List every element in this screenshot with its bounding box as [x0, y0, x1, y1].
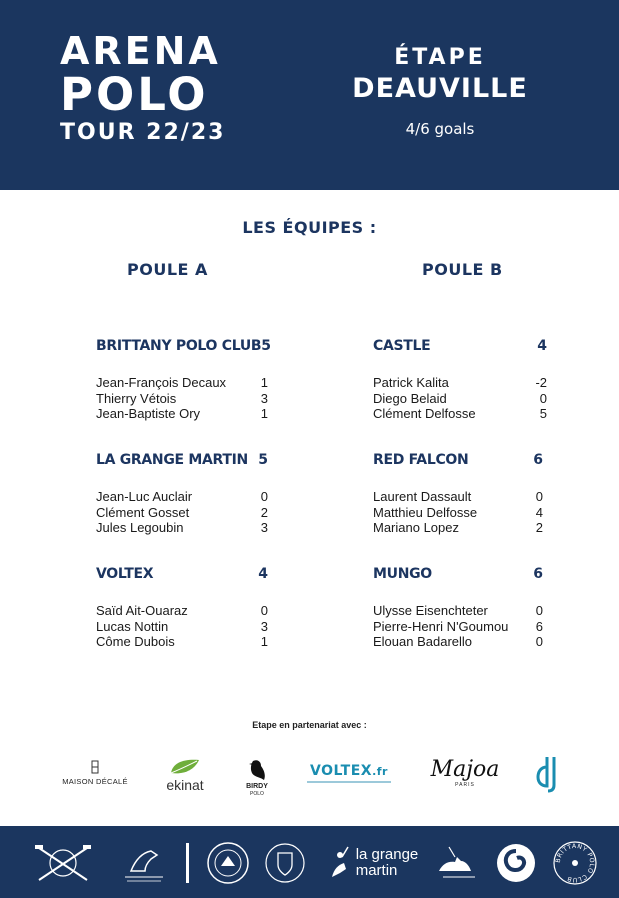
la-grange-martin-logo: [320, 840, 424, 886]
maison-decale-icon: [90, 760, 100, 774]
team-card: [373, 451, 543, 536]
player-name: Jean-Luc Auclair: [96, 489, 193, 504]
team-name: LA GRANGE MARTIN: [96, 452, 248, 468]
maison-decale-logo: [60, 750, 130, 796]
team-total: 6: [533, 566, 543, 582]
birdy-polo-logo: [236, 754, 278, 800]
voltex-suffix: .fr: [372, 765, 388, 778]
polo-horses-icon: [435, 843, 481, 883]
club-badge-logo: [204, 840, 252, 886]
dj-logo: [532, 750, 564, 796]
club-crest-logo: [32, 840, 94, 886]
brand-line1: ARENA: [60, 29, 221, 73]
player-name: Clément Delfosse: [373, 406, 476, 421]
team-name: BRITTANY POLO CLUB: [96, 338, 262, 354]
player-name: Saïd Ait-Ouaraz: [96, 603, 188, 618]
team-total: 5: [258, 452, 268, 468]
player-name: Diego Belaid: [373, 390, 447, 406]
player-name: Jules Legoubin: [96, 520, 184, 535]
player-name: Thierry Vétois: [96, 390, 177, 406]
round-seal-icon: [552, 840, 598, 886]
player-handicap: 2: [260, 504, 268, 520]
birdy-sub-text: POLO: [250, 791, 264, 797]
player-row: [96, 619, 268, 635]
player-handicap: 2: [535, 520, 543, 535]
brittany-seal-text: BRITTANY POLO CLUB: [554, 842, 596, 884]
polo-player-icon: [326, 843, 352, 883]
lagrange-line1: la grange: [355, 846, 419, 863]
team-name: VOLTEX: [96, 566, 154, 582]
team-name: RED FALCON: [373, 452, 469, 468]
player-row: [373, 391, 547, 407]
crest-shield-logo: [262, 840, 308, 886]
lagrange-line2: martin: [355, 862, 398, 879]
player-handicap: 0: [539, 390, 547, 406]
player-name: Patrick Kalita: [373, 375, 449, 390]
player-row: [373, 489, 543, 505]
player-handicap: 4: [535, 504, 543, 520]
team-total: 4: [537, 338, 547, 354]
partners-title: Etape en partenariat avec :: [252, 720, 367, 730]
circle-swirl-logo: [494, 840, 538, 886]
player-row: [96, 505, 268, 521]
player-handicap: 0: [260, 603, 268, 618]
voltex-underline: [307, 781, 391, 783]
bird-icon: [244, 757, 270, 783]
player-row: [96, 489, 268, 505]
team-card: [96, 451, 268, 536]
player-handicap: 1: [260, 375, 268, 390]
player-handicap: 3: [260, 618, 268, 634]
player-name: Laurent Dassault: [373, 489, 472, 504]
shield-icon: [263, 840, 307, 886]
player-name: Jean-Baptiste Ory: [96, 406, 201, 421]
pool-a-title: POULE A: [127, 260, 208, 279]
player-handicap: 3: [260, 520, 268, 535]
player-row: [373, 634, 543, 650]
player-row: [96, 603, 268, 619]
teams-title: LES ÉQUIPES :: [242, 218, 377, 237]
player-handicap: -2: [535, 375, 547, 390]
player-name: Ulysse Eisenchteter: [373, 603, 488, 618]
majoa-logo: [426, 750, 504, 796]
team-name: CASTLE: [373, 338, 431, 354]
team-total: 4: [258, 566, 268, 582]
federation-logo: [116, 840, 172, 886]
stage-city: DEAUVILLE: [352, 73, 528, 104]
team-card: [373, 565, 543, 650]
voltex-name: VOLTEX: [310, 763, 373, 779]
player-handicap: 0: [260, 489, 268, 504]
player-name: Pierre-Henri N'Goumou: [373, 618, 509, 634]
team-card: [96, 565, 268, 650]
player-handicap: 0: [535, 603, 543, 618]
leaf-icon: [167, 757, 203, 777]
player-name: Jean-François Decaux: [96, 375, 227, 390]
horse-head-icon: [117, 841, 171, 885]
polo-club-logo: [434, 840, 482, 886]
player-row: [373, 603, 543, 619]
player-handicap: 1: [260, 406, 268, 421]
birdy-text: BIRDY: [246, 783, 268, 790]
dj-icon: [535, 753, 561, 793]
ekinat-text: ekinat: [166, 777, 204, 793]
team-card: [96, 337, 272, 422]
player-row: [373, 505, 543, 521]
player-handicap: 3: [260, 390, 268, 406]
player-row: [373, 406, 547, 422]
crossed-mallets-icon: [33, 840, 93, 886]
swirl-icon: [495, 842, 537, 884]
player-row: [96, 406, 268, 422]
player-name: Côme Dubois: [96, 634, 175, 649]
footer-banner: [0, 826, 619, 898]
brittany-polo-club-logo: [552, 840, 598, 886]
round-badge-icon: [205, 840, 251, 886]
team-card: [373, 337, 547, 422]
player-row: [373, 375, 547, 391]
player-row: [96, 520, 268, 536]
player-handicap: 0: [535, 634, 543, 649]
player-row: [96, 391, 268, 407]
player-handicap: 1: [260, 634, 268, 649]
player-handicap: 5: [539, 406, 547, 421]
arena-polo-logo: [60, 29, 226, 146]
brand-line2: POLO: [60, 68, 209, 121]
stage-level: 4/6 goals: [405, 120, 475, 138]
player-name: Clément Gosset: [96, 504, 190, 520]
voltex-text: [310, 763, 388, 779]
player-handicap: 0: [535, 489, 543, 504]
player-row: [373, 520, 543, 536]
pool-b-title: POULE B: [422, 260, 503, 279]
player-name: Elouan Badarello: [373, 634, 473, 649]
header-banner: [0, 0, 619, 190]
stage-info: [330, 44, 550, 138]
player-row: [96, 634, 268, 650]
ekinat-logo: [156, 752, 214, 798]
team-total: 6: [533, 452, 543, 468]
majoa-sub-text: PARIS: [455, 782, 475, 788]
player-name: Matthieu Delfosse: [373, 504, 478, 520]
player-handicap: 6: [535, 618, 543, 634]
player-row: [96, 375, 268, 391]
footer-divider: [184, 840, 190, 886]
voltex-logo: [304, 750, 394, 796]
team-total: 5: [261, 338, 272, 354]
player-row: [373, 619, 543, 635]
team-name: MUNGO: [373, 566, 432, 582]
brand-line3: TOUR 22/23: [60, 120, 226, 145]
player-name: Lucas Nottin: [96, 618, 169, 634]
maison-decale-text: MAISON DÉCALÉ: [62, 777, 128, 786]
player-name: Mariano Lopez: [373, 520, 459, 535]
stage-label: ÉTAPE: [394, 45, 486, 70]
majoa-text: Majoa: [430, 757, 500, 782]
